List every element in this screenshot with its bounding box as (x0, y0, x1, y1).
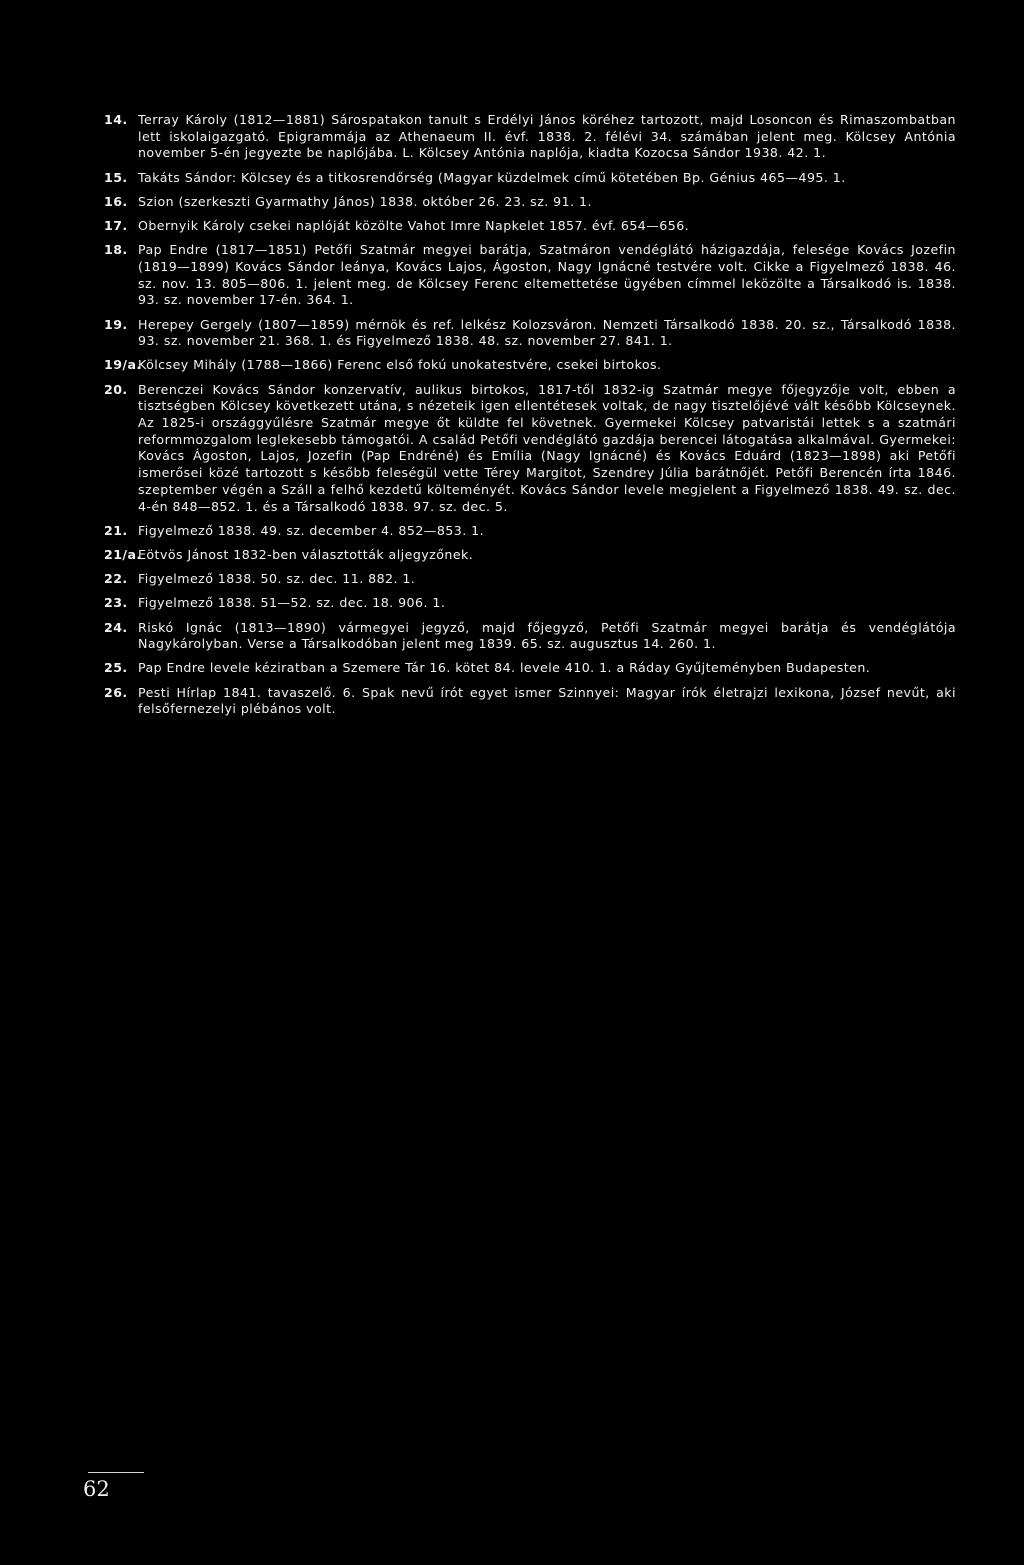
endnote-text: Pap Endre (1817—1851) Petőfi Szatmár megyei barátja, Szatmáron vendéglátó házigazdája, felesége Kovács Jozefin (1819—1899) Kovács Sándor leánya, Kovács Lajos, Ágoston, Nagy Ignácné testvére volt. Cikke a Figyelmező 1838. 46. sz. nov. 13. 805—806. 1. jelent meg. de Kölcsey Ferenc eltemettetése ügyében címmel leközölte a Társalkodó is. 1838. 93. sz. november 17-én. 364. 1. (138, 242, 956, 308)
endnote-14 (104, 112, 956, 162)
endnote-23 (104, 595, 956, 612)
endnote-text: Figyelmező 1838. 51—52. sz. dec. 18. 906. 1. (138, 595, 446, 611)
endnote-text: Kölcsey Mihály (1788—1866) Ferenc első fokú unokatestvére, csekei birtokos. (138, 357, 662, 373)
endnote-number: 21. (104, 522, 128, 538)
endnote-number: 19. (104, 316, 128, 332)
endnote-25 (104, 660, 956, 677)
endnote-number: 25. (104, 660, 128, 676)
endnote-number: 17. (104, 218, 128, 234)
endnote-21a (104, 547, 956, 564)
endnote-text: Pap Endre levele kéziratban a Szemere Tár 16. kötet 84. levele 410. 1. a Ráday Gyűjteményben Budapesten. (138, 660, 871, 676)
endnote-number: 26. (104, 684, 128, 700)
endnote-24 (104, 620, 956, 653)
endnote-number: 21/a. (104, 546, 142, 562)
endnote-19 (104, 317, 956, 350)
endnote-number: 22. (104, 571, 128, 587)
endnote-number: 24. (104, 619, 128, 635)
endnote-text: Terray Károly (1812—1881) Sárospatakon tanult s Erdélyi János köréhez tartozott, majd Losoncon és Rimaszombatban lett iskolaigazgató. Epigrammája az Athenaeum II. évf. 1838. 2. félévi 34. számában jelent meg. Kölcsey Antónia november 5-én jegyezte be naplójába. L. Kölcsey Antónia naplója, kiadta Kozocsa Sándor 1938. 42. 1. (138, 112, 956, 161)
endnote-19a (104, 357, 956, 374)
endnote-number: 20. (104, 381, 128, 397)
page-number: 62 (83, 1477, 110, 1501)
endnote-text: Herepey Gergely (1807—1859) mérnök és ref. lelkész Kolozsváron. Nemzeti Társalkodó 1838. 20. sz., Társalkodó 1838. 93. sz. november 21. 368. 1. és Figyelmező 1838. 48. sz. november 27. 841. 1. (138, 316, 956, 349)
endnote-21 (104, 523, 956, 540)
endnote-text: Pesti Hírlap 1841. tavaszelő. 6. Spak nevű írót egyet ismer Szinnyei: Magyar írók életrajzi lexikona, József nevűt, aki felsőfernezelyi plébános volt. (138, 684, 956, 717)
endnote-26 (104, 685, 956, 718)
endnote-17 (104, 218, 956, 235)
endnote-text: Figyelmező 1838. 49. sz. december 4. 852—853. 1. (138, 522, 485, 538)
endnote-18 (104, 242, 956, 309)
endnote-number: 14. (104, 112, 128, 127)
endnote-number: 16. (104, 193, 128, 209)
endnote-22 (104, 571, 956, 588)
endnote-number: 23. (104, 595, 128, 611)
endnote-number: 18. (104, 242, 128, 258)
endnote-16 (104, 194, 956, 211)
endnotes-list (104, 112, 956, 726)
footer-rule (88, 1472, 144, 1473)
endnote-number: 15. (104, 169, 128, 185)
endnote-text: Obernyik Károly csekei naplóját közölte Vahot Imre Napkelet 1857. évf. 654—656. (138, 218, 690, 234)
endnote-15 (104, 170, 956, 187)
endnote-text: Szion (szerkeszti Gyarmathy János) 1838. október 26. 23. sz. 91. 1. (138, 193, 592, 209)
endnote-text: Eötvös Jánost 1832-ben választották aljegyzőnek. (138, 546, 474, 562)
endnote-text: Takáts Sándor: Kölcsey és a titkosrendőrség (Magyar küzdelmek című kötetében Bp. Génius 465—495. 1. (138, 169, 846, 185)
endnote-20 (104, 382, 956, 516)
endnote-text: Figyelmező 1838. 50. sz. dec. 11. 882. 1. (138, 571, 416, 587)
endnote-text: Berenczei Kovács Sándor konzervatív, aulikus birtokos, 1817-től 1832-ig Szatmár megye főjegyzője volt, ebben a tisztségben Kölcsey következett utána, s nézeteik igen ellentétesek voltak, de nagy tisztelőjévé vált később Kölcseynek. Az 1825-i országgyűlésre Szatmár megye őt küldte fel követnek. Gyermekei Kölcsey patvaristái lettek s a szatmári reformmozgalom leglekesebb támogatói. A család Petőfi vendéglátó gazdája berencei látogatása alkalmával. Gyermekei: Kovács Ágoston, Lajos, Jozefin (Pap Endréné) és Emília (Nagy Ignácné) és Kovács Eduárd (1823—1898) aki Petőfi ismerősei közé tartozott s később feleségül vette Térey Margitot, Szendrey Júlia barátnőjét. Petőfi Berencén írta 1846. szeptember végén a Száll a felhő kezdetű költeményét. Kovács Sándor levele megjelent a Figyelmező 1838. 49. sz. dec. 4-én 848—852. 1. és a Társalkodó 1838. 97. sz. dec. 5. (138, 381, 956, 514)
endnote-text: Riskó Ignác (1813—1890) vármegyei jegyző, majd főjegyző, Petőfi Szatmár megyei barátja és vendéglátója Nagykárolyban. Verse a Társalkodóban jelent meg 1839. 65. sz. augusztus 14. 260. 1. (138, 619, 956, 652)
endnote-number: 19/a. (104, 357, 142, 373)
